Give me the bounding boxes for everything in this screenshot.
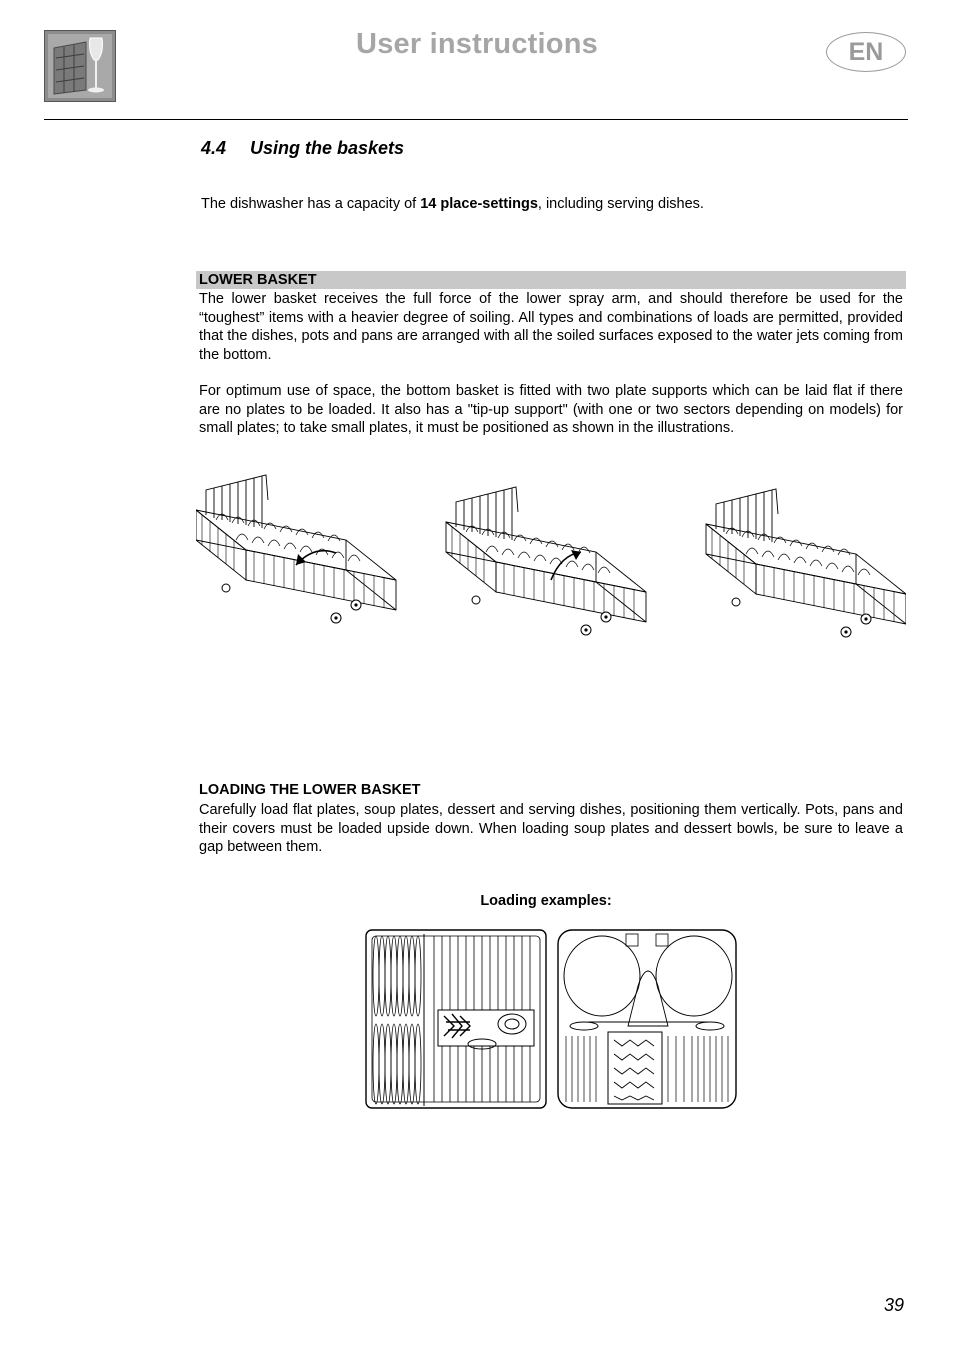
language-badge: EN [826,32,906,72]
lower-basket-paragraph-2: For optimum use of space, the bottom basket is fitted with two plate supports which can be laid flat if there are no plates to be loaded. It also has a "tip-up support" (with one or two sectors depending on models) for small plates; to take small plates, it must be positioned as shown in the illustrations. [199,383,903,436]
section-title: Using the baskets [250,138,405,158]
loading-heading: LOADING THE LOWER BASKET [199,782,421,798]
loading-examples-illustrations [362,926,740,1112]
loading-paragraph: Carefully load flat plates, soup plates, dessert and serving dishes, positioning them vertically. Pots, pans and their covers must be loaded upside down. When loading soup plates and dessert bowls, be sure to leave a gap between them. [199,802,903,855]
header-title: User instructions [356,28,598,60]
intro-after: , including serving dishes. [537,196,704,212]
section-heading [201,138,404,159]
intro-before: The dishwasher has a capacity of [201,196,421,212]
header-divider [44,119,908,120]
loading-example-pots [558,930,736,1108]
page-number: 39 [884,1295,905,1315]
loading-example-plates [366,930,546,1108]
intro-text [201,196,704,212]
lower-basket-paragraph-1: The lower basket receives the full force of the lower spray arm, and should therefore be used for the “toughest” items with a heavier degree of soiling. All types and combinations of loads are permitted, provided that the dishes, pots and pans are arranged with all the soiled surfaces exposed to the water jets coming from the bottom. [199,291,903,363]
lower-basket-heading: LOWER BASKET [196,271,906,289]
basket-illustration-tip-up-up [446,487,646,635]
loading-examples-caption: Loading examples: [480,893,612,909]
basket-illustrations [196,470,906,645]
basket-illustration-flat [706,489,906,637]
section-number: 4.4 [201,138,227,158]
basket-illustration-tip-up-down [196,475,396,623]
intro-bold: 14 place-settings [420,196,538,212]
